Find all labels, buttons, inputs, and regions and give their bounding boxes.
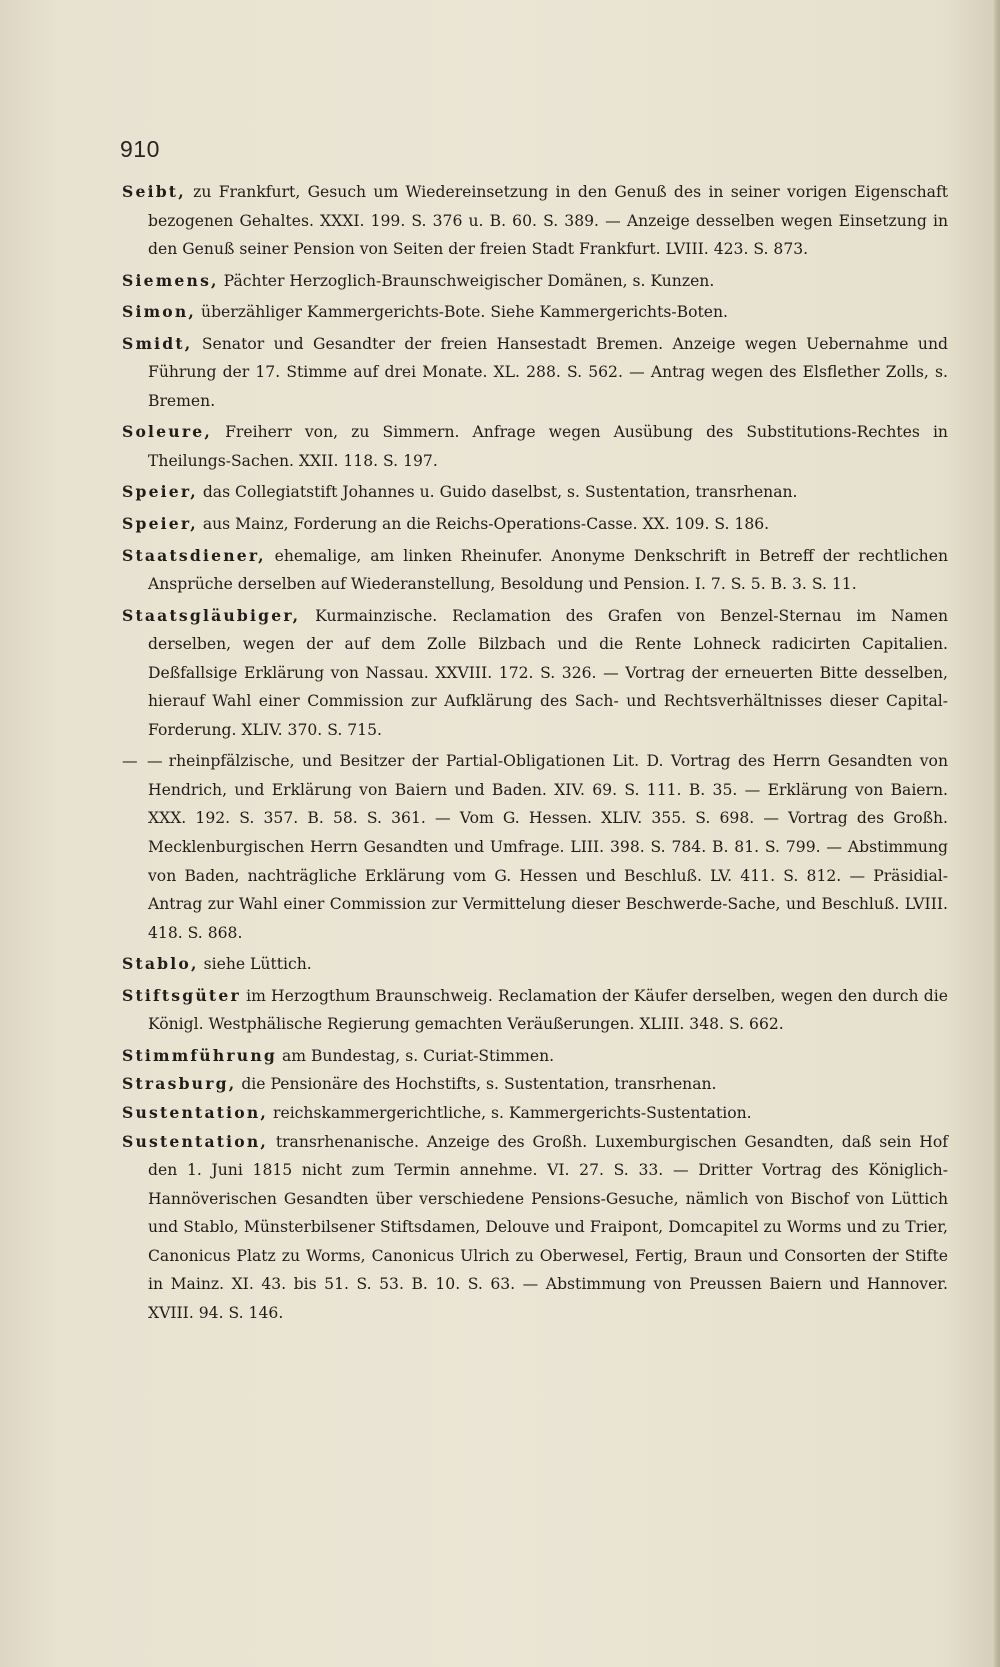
- page-number: 910: [120, 136, 160, 162]
- index-entry: [122, 950, 948, 979]
- index-entry: [122, 298, 948, 327]
- entry-text: siehe Lüttich.: [203, 955, 312, 974]
- page-edge-shadow: [994, 0, 1000, 1667]
- entry-text: transrhenanische. Anzeige des Großh. Luxemburgischen Gesandten, daß sein Hof den 1. Juni 1815 nicht zum Termin annehme. VI. 27. S. 33. — Dritter Vortrag des Königlich-Hannöverischen Gesandten über verschiedene Pensions-Gesuche, nämlich von Bischof von Lüttich und Stablo, Münsterbilsener Stiftsdamen, Delouve und Fraipont, Domcapitel zu Worms und zu Trier, Canonicus Platz zu Worms, Canonicus Ulrich zu Oberwesel, Fertig, Braun und Consorten der Stifte in Mainz. XI. 43. bis 51. S. 53. B. 10. S. 63. — Abstimmung von Preussen Baiern und Hannover. XVIII. 94. S. 146.: [148, 1132, 948, 1322]
- entry-headword: Simon,: [122, 302, 197, 322]
- entry-headword: Strasburg,: [122, 1074, 237, 1094]
- index-entry: [122, 602, 948, 745]
- entry-text: zu Frankfurt, Gesuch um Wiedereinsetzung in den Genuß des in seiner vorigen Eigenschaft bezogenen Gehaltes. XXXI. 199. S. 376 u. B. 60. S. 389. — Anzeige desselben wegen Einsetzung in den Genuß seiner Pension von Seiten der freien Stadt Frankfurt. LVIII. 423. S. 873.: [148, 183, 948, 259]
- index-entries: [122, 178, 948, 1330]
- entry-headword: Seibt,: [122, 182, 186, 201]
- index-entry: [122, 330, 948, 416]
- entry-text: rheinpfälzische, und Besitzer der Partial-Obligationen Lit. D. Vortrag des Herrn Gesandten von Hendrich, und Erklärung von Baiern und Baden. XIV. 69. S. 111. B. 35. — Erklärung von Baiern. XXX. 192. S. 357. B. 58. S. 361. — Vom G. Hessen. XLIV. 355. S. 698. — Vortrag des Großh. Mecklenburgischen Herrn Gesandten und Umfrage. LIII. 398. S. 784. B. 81. S. 799. — Abstimmung von Baden, nachträgliche Erklärung vom G. Hessen und Beschluß. LV. 411. S. 812. — Präsidial-Antrag zur Wahl einer Commission zur Vermittelung dieser Beschwerde-Sache, und Beschluß. LVIII. 418. S. 868.: [148, 752, 948, 942]
- entry-text: aus Mainz, Forderung an die Reichs-Operations-Casse. XX. 109. S. 186.: [202, 515, 770, 534]
- index-entry: [122, 747, 948, 947]
- entry-text: Kurmainzische. Reclamation des Grafen von Benzel-Sternau im Namen derselben, wegen der auf dem Zolle Bilzbach und die Rente Lohneck radicirten Capitalien. Deßfallsige Erklärung von Nassau. XXVIII. 172. S. 326. — Vortrag der erneuerten Bitte desselben, hierauf Wahl einer Commission zur Aufklärung des Sach- und Rechtsverhältnisses dieser Capital-Forderung. XLIV. 370. S. 715.: [148, 606, 948, 739]
- index-entry: [122, 1070, 948, 1099]
- index-entry: [122, 510, 948, 539]
- entry-headword: Speier,: [122, 482, 198, 502]
- index-entry: [122, 1099, 948, 1128]
- entry-headword: Smidt,: [122, 333, 193, 353]
- entry-headword: Stimmführung: [122, 1045, 277, 1065]
- index-entry: [122, 542, 948, 599]
- index-entry: [122, 267, 948, 296]
- entry-headword: Stiftsgüter: [122, 985, 241, 1005]
- index-entry: [122, 178, 948, 264]
- entry-text: das Collegiatstift Johannes u. Guido daselbst, s. Sustentation, transrhenan.: [202, 483, 798, 502]
- entry-headword: Siemens,: [122, 270, 219, 290]
- entry-headword: Stablo,: [122, 954, 199, 974]
- entry-text: Freiherr von, zu Simmern. Anfrage wegen Ausübung des Substitutions-Rechtes in Theilungs-Sachen. XXII. 118. S. 197.: [148, 423, 948, 470]
- entry-text: Senator und Gesandter der freien Hansestadt Bremen. Anzeige wegen Uebernahme und Führung der 17. Stimme auf drei Monate. XL. 288. S. 562. — Antrag wegen des Elsflether Zolls, s. Bremen.: [148, 334, 948, 410]
- entry-headword: Staatsgläubiger,: [122, 605, 301, 625]
- entry-text: die Pensionäre des Hochstifts, s. Sustentation, transrhenan.: [241, 1075, 717, 1094]
- entry-text: überzähliger Kammergerichts-Bote. Siehe Kammergerichts-Boten.: [201, 303, 728, 322]
- index-entry: [122, 1042, 948, 1071]
- entry-text: ehemalige, am linken Rheinufer. Anonyme Denkschrift in Betreff der rechtlichen Ansprüche derselben auf Wiederanstellung, Besoldung und Pension. I. 7. S. 5. B. 3. S. 11.: [148, 546, 948, 594]
- index-entry: [122, 478, 948, 507]
- entry-headword: Speier,: [122, 514, 198, 534]
- entry-headword: Sustentation,: [122, 1131, 269, 1151]
- index-entry: [122, 982, 948, 1039]
- entry-repeat-dash: — —: [122, 752, 164, 771]
- entry-headword: Soleure,: [122, 422, 213, 442]
- entry-text: Pächter Herzoglich-Braunschweigischer Domänen, s. Kunzen.: [223, 271, 715, 290]
- index-entry: [122, 418, 948, 475]
- entry-headword: Staatsdiener,: [122, 545, 266, 565]
- index-entry: [122, 1128, 948, 1328]
- entry-text: am Bundestag, s. Curiat-Stimmen.: [281, 1046, 555, 1065]
- entry-text: im Herzogthum Braunschweig. Reclamation der Käufer derselben, wegen den durch die Königl. Westphälische Regierung gemachten Veräußerungen. XLIII. 348. S. 662.: [148, 986, 948, 1034]
- entry-headword: Sustentation,: [122, 1102, 269, 1122]
- entry-text: reichskammergerichtliche, s. Kammergerichts-Sustentation.: [273, 1103, 752, 1122]
